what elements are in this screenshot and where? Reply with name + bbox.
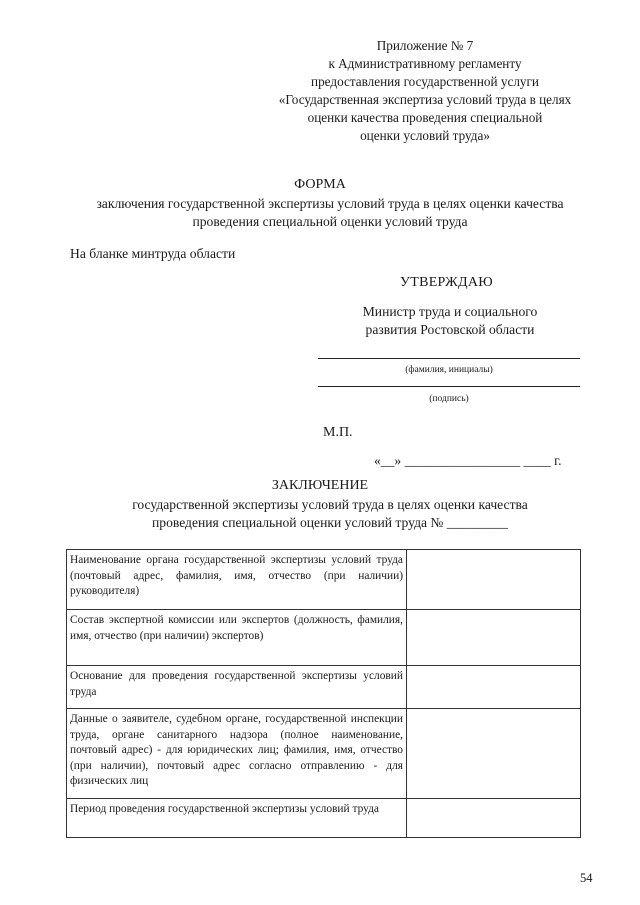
approval-title: УТВЕРЖДАЮ (400, 275, 493, 290)
table-row (67, 550, 581, 610)
form-subtitle-line: проведения специальной оценки условий труда (192, 214, 468, 229)
seal-placeholder: М.П. (323, 425, 353, 440)
table-row (67, 610, 581, 666)
conclusion-table (66, 549, 581, 838)
conclusion-subtitle-line: государственной экспертизы условий труда в целях оценки качества (132, 497, 528, 512)
annex-line: оценки условий труда» (360, 128, 490, 143)
table-row (67, 799, 581, 838)
signature-line (318, 386, 580, 387)
conclusion-subtitle-line: проведения специальной оценки условий труда № _________ (152, 515, 508, 530)
form-title: ФОРМА (294, 177, 346, 192)
annex-line: оценки качества проведения специальной (307, 110, 543, 125)
conclusion-subtitle (60, 496, 600, 532)
form-subtitle-line: заключения государственной экспертизы условий труда в целях оценки качества (96, 196, 564, 211)
approver-position-line: развития Ростовской области (365, 322, 535, 337)
table-row (67, 709, 581, 799)
row-label: Период проведения государственной экспертизы условий труда (67, 799, 407, 838)
row-value-cell (407, 799, 581, 838)
form-subtitle (60, 195, 600, 231)
row-label: Данные о заявителе, судебном органе, государственной инспекции труда, органе санитарного надзора (полное наименование, почтовый адрес) - для юридических лиц; фамилия, имя, отчество (при наличии), почтовый адрес согласно отправлению - для физических лиц (67, 709, 407, 799)
annex-line: предоставления государственной услуги (311, 74, 539, 89)
row-label: Состав экспертной комиссии или экспертов (должность, фамилия, имя, отчество (при наличии) экспертов) (67, 610, 407, 666)
annex-header (240, 37, 610, 145)
row-value-cell (407, 709, 581, 799)
table-row (67, 666, 581, 709)
approver-position-line: Министр труда и социального (362, 304, 538, 319)
annex-line: к Административному регламенту (328, 56, 522, 71)
conclusion-title: ЗАКЛЮЧЕНИЕ (271, 478, 369, 493)
annex-line: «Государственная экспертиза условий труда в целях (278, 92, 572, 107)
name-signature-line (318, 358, 580, 359)
row-label: Наименование органа государственной экспертизы условий труда (почтовый адрес, фамилия, имя, отчество (при наличии) руководителя) (67, 550, 407, 610)
row-label: Основание для проведения государственной экспертизы условий труда (67, 666, 407, 709)
page-number: 54 (580, 871, 593, 885)
signature-caption: (подпись) (429, 394, 469, 404)
approval-date: «__» _________________ ____ г. (374, 453, 562, 468)
approver-position (330, 303, 570, 339)
letterhead-note: На бланке минтруда области (70, 246, 236, 261)
annex-line: Приложение № 7 (376, 38, 474, 53)
row-value-cell (407, 550, 581, 610)
row-value-cell (407, 610, 581, 666)
name-caption: (фамилия, инициалы) (405, 365, 493, 375)
row-value-cell (407, 666, 581, 709)
